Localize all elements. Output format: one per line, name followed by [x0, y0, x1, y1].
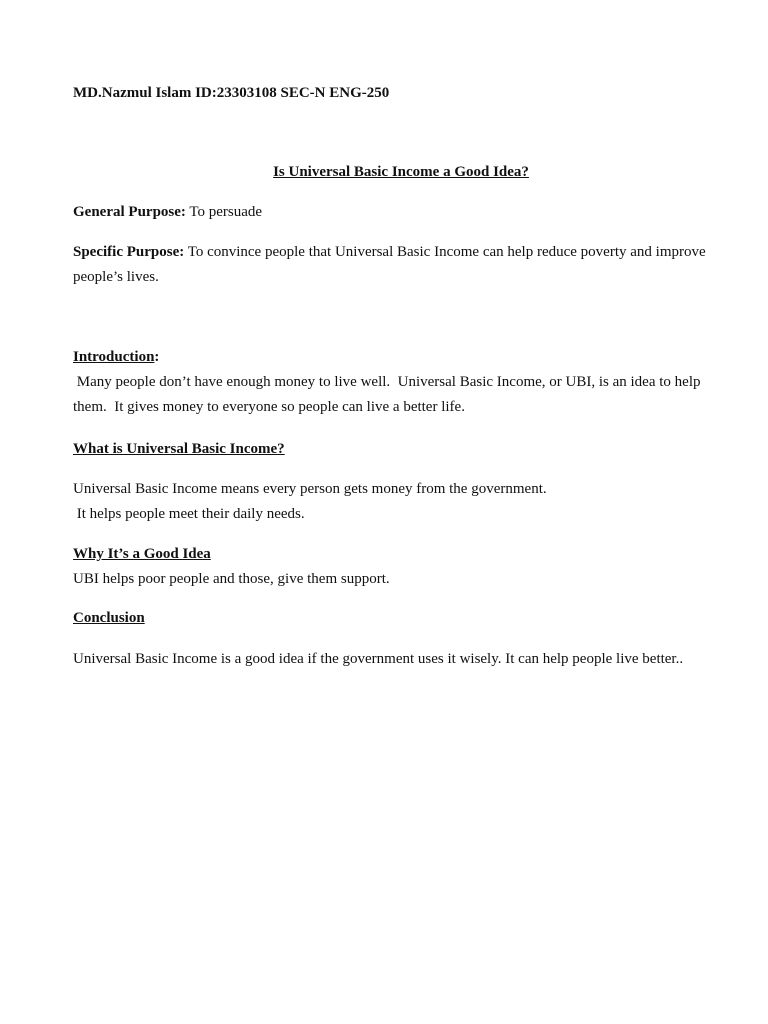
specific-purpose-line2: people’s lives. [73, 269, 159, 285]
general-purpose-text: To persuade [185, 204, 263, 220]
why-line1: UBI helps poor people and those, give them support. [73, 571, 390, 587]
specific-purpose-label: Specific Purpose: [73, 244, 185, 260]
why-heading: Why It’s a Good Idea [73, 546, 211, 562]
introduction-heading: Introduction [73, 349, 155, 365]
what-is-line1: Universal Basic Income means every person gets money from the government. [73, 481, 547, 497]
introduction-line1: Many people don’t have enough money to live well. Universal Basic Income, or UBI, is an idea to help [73, 374, 701, 390]
what-is-line2: It helps people meet their daily needs. [73, 506, 305, 522]
specific-purpose [73, 242, 706, 262]
author-line: MD.Nazmul Islam ID:23303108 SEC-N ENG-250 [73, 85, 390, 101]
introduction-line2: them. It gives money to everyone so people can live a better life. [73, 399, 465, 415]
document-title: Is Universal Basic Income a Good Idea? [273, 164, 529, 180]
introduction-heading-line [73, 347, 159, 367]
conclusion-heading: Conclusion [73, 610, 145, 626]
general-purpose [73, 202, 262, 222]
conclusion-line1: Universal Basic Income is a good idea if the government uses it wisely. It can help people live better.. [73, 651, 684, 667]
specific-purpose-text: To convince people that Universal Basic Income can help reduce poverty and improve [184, 244, 706, 260]
general-purpose-label: General Purpose: [73, 204, 186, 220]
what-is-heading: What is Universal Basic Income? [73, 441, 285, 457]
introduction-colon: : [154, 349, 160, 365]
